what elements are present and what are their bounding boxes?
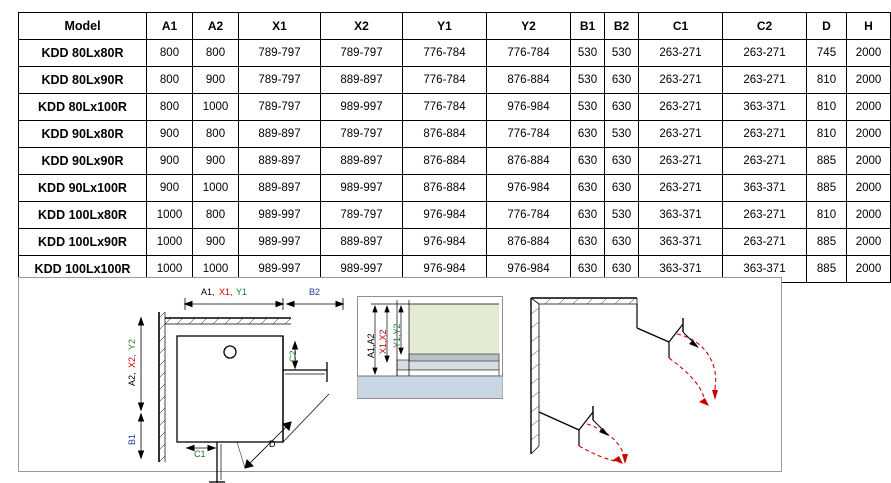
cell-a1: 1000 [147, 256, 193, 283]
cell-h: 2000 [847, 175, 891, 202]
col-header-a2: A2 [193, 13, 239, 40]
cell-model: KDD 100Lx80R [19, 202, 147, 229]
cell-model: KDD 90Lx100R [19, 175, 147, 202]
cell-h: 2000 [847, 148, 891, 175]
col-header-x1: X1 [239, 13, 321, 40]
cell-a2: 900 [193, 229, 239, 256]
cell-c1: 363-371 [639, 202, 723, 229]
cell-c2: 263-271 [723, 40, 807, 67]
cell-a1: 1000 [147, 202, 193, 229]
cell-a2: 800 [193, 121, 239, 148]
col-header-c1: C1 [639, 13, 723, 40]
cell-a2: 900 [193, 67, 239, 94]
cell-model: KDD 90Lx80R [19, 121, 147, 148]
cell-h: 2000 [847, 67, 891, 94]
col-header-c2: C2 [723, 13, 807, 40]
cell-x1: 789-797 [239, 67, 321, 94]
cell-h: 2000 [847, 229, 891, 256]
cell-model: KDD 100Lx90R [19, 229, 147, 256]
cell-x2: 889-897 [321, 148, 403, 175]
cell-x1: 989-997 [239, 229, 321, 256]
plan-label-x2: X2, [127, 354, 137, 368]
cell-b2: 630 [605, 256, 639, 283]
plan-view-svg [119, 282, 369, 472]
cell-y1: 876-884 [403, 148, 487, 175]
cell-c2: 363-371 [723, 175, 807, 202]
dimensions-table [18, 12, 891, 283]
table-row [19, 175, 891, 202]
table-row [19, 121, 891, 148]
technical-drawings-panel [18, 277, 782, 472]
col-header-h: H [847, 13, 891, 40]
cell-c1: 363-371 [639, 229, 723, 256]
cell-y2: 776-784 [487, 40, 571, 67]
cell-x2: 889-897 [321, 229, 403, 256]
cell-x2: 789-797 [321, 202, 403, 229]
plan-label-b1: B1 [127, 433, 137, 445]
plan-view-drawing [119, 282, 369, 472]
cell-b2: 530 [605, 202, 639, 229]
cell-b2: 530 [605, 40, 639, 67]
table-row [19, 94, 891, 121]
cell-x2: 789-797 [321, 121, 403, 148]
dimensions-table-wrapper [18, 12, 882, 283]
cell-a1: 1000 [147, 229, 193, 256]
section-label-x: X1,X2 [378, 329, 388, 354]
cell-d: 810 [807, 94, 847, 121]
cell-b2: 630 [605, 229, 639, 256]
cell-h: 2000 [847, 40, 891, 67]
cell-x1: 989-997 [239, 256, 321, 283]
plan-label-c2: C2 [288, 350, 298, 362]
cell-a2: 1000 [193, 256, 239, 283]
cell-b1: 530 [571, 94, 605, 121]
cell-x1: 889-897 [239, 121, 321, 148]
cell-c1: 263-271 [639, 40, 723, 67]
cell-a2: 1000 [193, 175, 239, 202]
plan-label-a1: A1, [201, 287, 215, 297]
cell-y2: 876-884 [487, 67, 571, 94]
cell-c2: 363-371 [723, 94, 807, 121]
cell-b1: 530 [571, 67, 605, 94]
cell-model: KDD 80Lx80R [19, 40, 147, 67]
table-row [19, 202, 891, 229]
cell-a2: 900 [193, 148, 239, 175]
plan-label-a2: A2, [127, 372, 137, 386]
cell-model: KDD 80Lx100R [19, 94, 147, 121]
col-header-y1: Y1 [403, 13, 487, 40]
cell-b1: 630 [571, 121, 605, 148]
cell-b1: 630 [571, 175, 605, 202]
plan-label-b2: B2 [309, 287, 321, 297]
plan-label-x1: X1, [219, 287, 233, 297]
cell-d: 885 [807, 256, 847, 283]
cell-x1: 889-897 [239, 175, 321, 202]
cell-c2: 363-371 [723, 256, 807, 283]
cell-d: 885 [807, 148, 847, 175]
section-label-y: Y1,Y2 [392, 323, 402, 348]
cell-c1: 263-271 [639, 94, 723, 121]
cell-y2: 776-784 [487, 202, 571, 229]
cell-d: 810 [807, 202, 847, 229]
cell-c1: 263-271 [639, 175, 723, 202]
section-detail-drawing [357, 296, 507, 401]
plan-label-y2: Y2 [127, 338, 137, 350]
cell-model: KDD 80Lx90R [19, 67, 147, 94]
col-header-y2: Y2 [487, 13, 571, 40]
col-header-a1: A1 [147, 13, 193, 40]
cell-a1: 900 [147, 148, 193, 175]
cell-h: 2000 [847, 121, 891, 148]
cell-c2: 263-271 [723, 148, 807, 175]
plan-label-c1: C1 [194, 449, 206, 459]
cell-c2: 263-271 [723, 121, 807, 148]
table-header-row [19, 13, 891, 40]
table-row [19, 40, 891, 67]
cell-x1: 789-797 [239, 94, 321, 121]
col-header-model: Model [19, 13, 147, 40]
cell-c1: 263-271 [639, 148, 723, 175]
cell-h: 2000 [847, 202, 891, 229]
col-header-b2: B2 [605, 13, 639, 40]
cell-c2: 263-271 [723, 67, 807, 94]
cell-a1: 900 [147, 121, 193, 148]
cell-y1: 976-984 [403, 229, 487, 256]
cell-y2: 976-984 [487, 256, 571, 283]
cell-b1: 630 [571, 256, 605, 283]
cell-y1: 976-984 [403, 202, 487, 229]
cell-d: 810 [807, 67, 847, 94]
cell-b1: 630 [571, 202, 605, 229]
col-header-d: D [807, 13, 847, 40]
cell-a2: 1000 [193, 94, 239, 121]
cell-a1: 800 [147, 40, 193, 67]
cell-a1: 900 [147, 175, 193, 202]
cell-c2: 263-271 [723, 229, 807, 256]
swing-view-svg [519, 284, 774, 469]
cell-y1: 976-984 [403, 256, 487, 283]
cell-x2: 989-997 [321, 256, 403, 283]
cell-x1: 789-797 [239, 40, 321, 67]
cell-c1: 263-271 [639, 67, 723, 94]
cell-y1: 876-884 [403, 121, 487, 148]
cell-c1: 263-271 [639, 121, 723, 148]
table-row [19, 229, 891, 256]
cell-a1: 800 [147, 67, 193, 94]
cell-b1: 530 [571, 40, 605, 67]
table-row [19, 148, 891, 175]
cell-d: 885 [807, 229, 847, 256]
cell-a1: 800 [147, 94, 193, 121]
cell-y1: 876-884 [403, 175, 487, 202]
cell-y1: 776-784 [403, 67, 487, 94]
cell-d: 810 [807, 121, 847, 148]
cell-b1: 630 [571, 229, 605, 256]
cell-b2: 630 [605, 94, 639, 121]
cell-b2: 630 [605, 67, 639, 94]
col-header-x2: X2 [321, 13, 403, 40]
section-label-a: A1,A2 [366, 333, 376, 358]
cell-d: 885 [807, 175, 847, 202]
cell-x2: 989-997 [321, 175, 403, 202]
cell-y2: 876-884 [487, 148, 571, 175]
cell-a2: 800 [193, 202, 239, 229]
cell-y1: 776-784 [403, 94, 487, 121]
cell-y1: 776-784 [403, 40, 487, 67]
swing-view-drawing [519, 284, 774, 469]
plan-label-d: D [269, 439, 276, 449]
cell-y2: 976-984 [487, 175, 571, 202]
plan-label-y1: Y1 [236, 287, 248, 297]
cell-x2: 889-897 [321, 67, 403, 94]
cell-y2: 876-884 [487, 229, 571, 256]
cell-b2: 630 [605, 175, 639, 202]
cell-d: 745 [807, 40, 847, 67]
cell-h: 2000 [847, 94, 891, 121]
cell-c2: 263-271 [723, 202, 807, 229]
table-row [19, 67, 891, 94]
cell-x2: 989-997 [321, 94, 403, 121]
cell-model: KDD 90Lx90R [19, 148, 147, 175]
cell-y2: 976-984 [487, 94, 571, 121]
cell-a2: 800 [193, 40, 239, 67]
cell-x1: 889-897 [239, 148, 321, 175]
cell-x1: 989-997 [239, 202, 321, 229]
cell-model: KDD 100Lx100R [19, 256, 147, 283]
col-header-b1: B1 [571, 13, 605, 40]
cell-b2: 530 [605, 121, 639, 148]
cell-y2: 776-784 [487, 121, 571, 148]
cell-h: 2000 [847, 256, 891, 283]
cell-b2: 630 [605, 148, 639, 175]
cell-x2: 789-797 [321, 40, 403, 67]
cell-c1: 363-371 [639, 256, 723, 283]
cell-b1: 630 [571, 148, 605, 175]
